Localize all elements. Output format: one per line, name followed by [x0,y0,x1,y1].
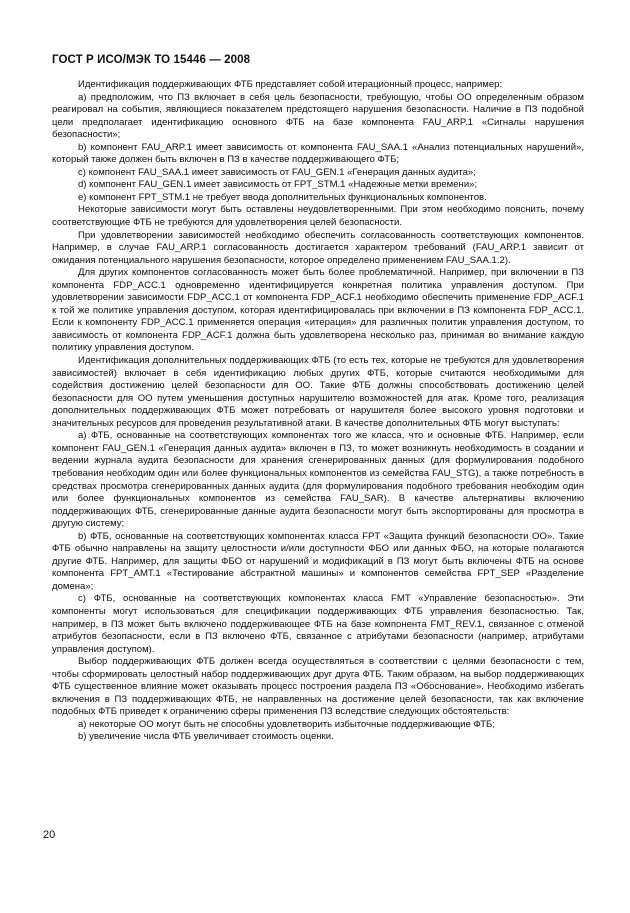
paragraph: Для других компонентов согласованность может быть более проблематичной. Например, при включении в ПЗ компонента FDP_ACC.1 одновременно идентифицируется конкретная политика управления доступом. При удовлетворении зависимости FDP_ACC.1 от компонента FDP_ACF.1 необходимо обеспечить применение FDP_ACF.1 к той же политике управления доступом, которая идентифицировалась при включении в ПЗ компонента FDP_ACC.1. Если к компоненту FDP_ACC.1 применяется операция «итерация» для различных политик управления доступом, то зависимость от компонента FDP_ACF.1 должна быть удовлетворена несколько раз, принимая во внимание каждую политику управления доступом. [52,267,584,354]
paragraph: Идентификация дополнительных поддерживающих ФТБ (то есть тех, которые не требуются для удовлетворения зависимостей) включает в себя идентификацию любых других ФТБ, которые считаются необходимыми для содействия достижению целей безопасности для ОО. Такие ФТБ должны способствовать достижению целей безопасности для ОО путем уменьшения доступных нарушителю возможностей для атак. Кроме того, реализация дополнительных поддерживающих ФТБ может потребовать от нарушителя более высокого уровня подготовки и значительных ресурсов для проведения результативной атаки. В качестве дополнительных ФТБ могут выступать: [52,355,584,429]
list-item: а) предположим, что ПЗ включает в себя цель безопасности, требующую, чтобы ОО определенным образом реагировал на события, являющиеся показателем предстоящего нарушения безопасности. Наличие в ПЗ подобной цели предполагает идентификацию основного ФТБ на базе компонента FAU_ARP.1 «Сигналы нарушения безопасности»; [52,91,584,141]
list-item: c) ФТБ, основанные на соответствующих компонентах класса FMT «Управление безопасностью». Эти компоненты могут использоваться для спецификации поддерживающих ФТБ управления безопасностью. Так, например, в ПЗ может быть включено поддерживающее ФТБ на базе компонента FMT_REV.1, связанное с отменой атрибутов безопасности, если в ПЗ включено ФТБ, связанное с атрибутами безопасности (например, атрибутами управления доступом). [52,593,584,655]
document-header: ГОСТ Р ИСО/МЭК ТО 15446 — 2008 [52,54,251,66]
list-item: d) компонент FAU_GEN.1 имеет зависимость от FPT_STM.1 «Надежные метки времени»; [78,179,478,191]
list-item: b) увеличение числа ФТБ увеличивает стоимость оценки. [78,731,334,743]
paragraph: При удовлетворении зависимостей необходимо обеспечить согласованность соответствующих компонентов. Например, в случае FAU_ARP.1 согласованность достигается характером требований (FAU_ARP.1 зависит от ожидания потенциального нарушения безопасности, которое определено применением FAU_SAA.1.2). [52,229,584,266]
paragraph: Некоторые зависимости могут быть оставлены неудовлетворенными. При этом необходимо пояснить, почему соответствующие ФТБ не требуются для удовлетворения целей безопасности. [52,204,584,229]
list-item: а) некоторые ОО могут быть не способны удовлетворить избыточные поддерживающие ФТБ; [78,718,495,730]
list-item: а) ФТБ, основанные на соответствующих компонентах того же класса, что и основные ФТБ. Например, если компонент FAU_GEN.1 «Генерация данных аудита» включен в ПЗ, то может возникнуть необходимость в создании и ведении журнала аудита безопасности для хранения сгенерированных данных (для формулирования подобного требования необходим один или более функциональных компонентов из семейства FAU_STG), а также потребность в средствах просмотра сгенерированных данных аудита (для формулирования подобного требования необходим один или более функциональных компонентов из семейства FAU_SAR). В качестве альтернативы включению поддерживающих ФТБ, сгенерированные данные аудита безопасности могут быть экспортированы для просмотра в другую систему; [52,430,584,530]
list-item: b) компонент FAU_ARP.1 имеет зависимость от компонента FAU_SAA.1 «Анализ потенциальных нарушений», который также должен быть включен в ПЗ в качестве поддерживающего ФТБ; [52,141,584,166]
list-item: c) компонент FAU_SAA.1 имеет зависимость от FAU_GEN.1 «Генерация данных аудита»; [78,166,476,178]
paragraph: Идентификация поддерживающих ФТБ представляет собой итерационный процесс, например: [78,79,503,90]
document-body [52,79,584,744]
list-item: e) компонент FPT_STM.1 не требует ввода дополнительных функциональных компонентов. [78,191,487,203]
paragraph: Выбор поддерживающих ФТБ должен всегда осуществляться в соответствии с целями безопасности с тем, чтобы сформировать целостный набор поддерживающих друг друга ФТБ. Таким образом, на выбор поддерживающих ФТБ существенное влияние может оказывать процесс построения раздела ПЗ «Обоснование». Необходимо избегать включения в ПЗ поддерживающих ФТБ, не направленных на достижение целей безопасности, так как включение подобных ФТБ приведет к ограничению сферы применения ПЗ вследствие следующих обстоятельств: [52,656,584,718]
list-item: b) ФТБ, основанные на соответствующих компонентах класса FPT «Защита функций безопасности ОО». Такие ФТБ обычно направлены на защиту целостности и/или доступности ФБО или данных ФБО, на которые полагаются другие ФТБ. Например, для защиты ФБО от нарушений и модификаций в ПЗ могут быть включены ФТБ на основе компонента FPT_AMT.1 «Тестирование абстрактной машины» и компонентов семейства FPT_SEP «Разделение домена»; [52,530,584,592]
page-number: 20 [43,829,56,841]
